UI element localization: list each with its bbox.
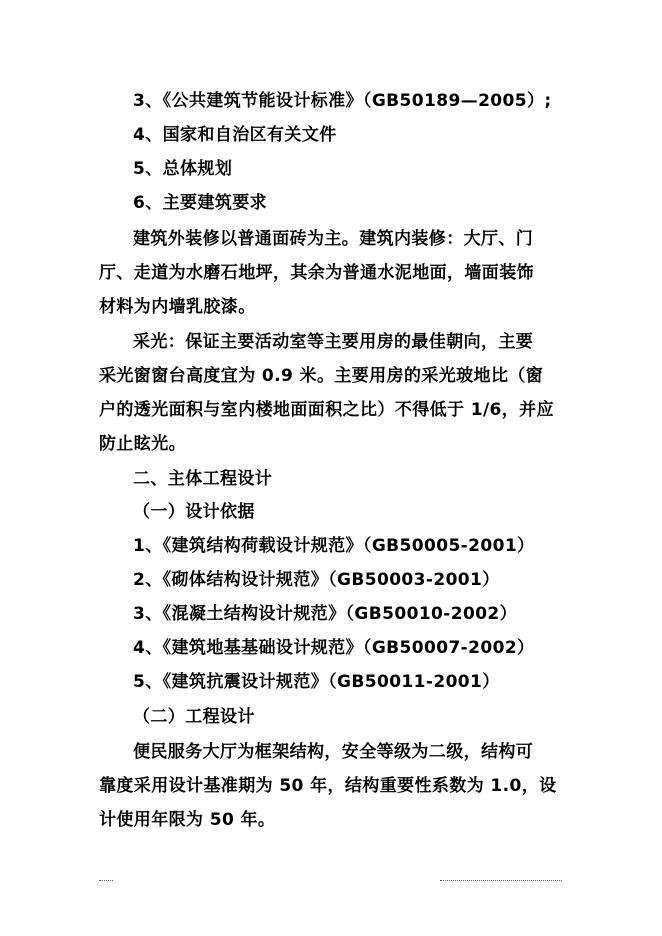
paragraph-design-line-2: 靠度采用设计基准期为 50 年，结构重要性系数为 1.0，设 [99,776,557,796]
footer-right-rule [440,880,562,881]
paragraph-design-line-1: 便民服务大厅为框架结构，安全等级为二级，结构可 [133,742,534,762]
paragraph-design-line-3: 计使用年限为 50 年。 [99,810,276,830]
text-line-ref-3: 3、《公共建筑节能设计标准》（GB50189—2005）; [133,91,552,111]
paragraph-lighting-line-1: 采光：保证主要活动室等主要用房的最佳朝向，主要 [133,332,534,352]
text-line-ref-6: 6、主要建筑要求 [133,193,268,213]
text-line-ref-4: 4、国家和自治区有关文件 [133,125,337,145]
basis-item-2: 2、《砌体结构设计规范》（GB50003-2001） [133,570,500,590]
basis-item-5: 5、《建筑抗震设计规范》（GB50011-2001） [133,672,500,692]
footer-left-mark [99,880,113,881]
paragraph-lighting-line-4: 防止眩光。 [99,434,186,454]
section-heading: 二、主体工程设计 [133,469,273,489]
paragraph-exterior-line-3: 材料为内墙乳胶漆。 [99,297,256,317]
basis-item-3: 3、《混凝土结构设计规范》（GB50010-2002） [133,604,518,624]
basis-item-4: 4、《建筑地基基础设计规范》（GB50007-2002） [133,638,535,658]
subsection-heading-basis: （一）设计依据 [133,502,255,522]
paragraph-lighting-line-2: 采光窗窗台高度宜为 0.9 米。主要用房的采光玻地比（窗 [99,366,544,386]
paragraph-lighting-line-3: 户的透光面积与室内楼地面面积之比）不得低于 1/6，并应 [99,400,554,420]
subsection-heading-design: （二）工程设计 [133,707,255,727]
basis-item-1: 1、《建筑结构荷载设计规范》（GB50005-2001） [133,536,535,556]
paragraph-exterior-line-1: 建筑外装修以普通面砖为主。建筑内装修：大厅、门 [133,229,534,249]
paragraph-exterior-line-2: 厅、走道为水磨石地坪，其余为普通水泥地面，墙面装饰 [99,263,534,283]
text-line-ref-5: 5、总体规划 [133,159,233,179]
